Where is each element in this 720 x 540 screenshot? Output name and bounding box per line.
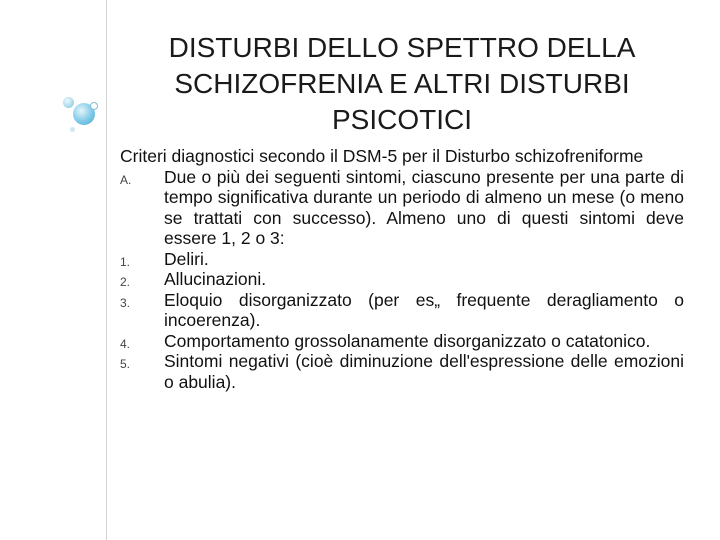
decorative-dot-icon (70, 127, 75, 132)
list-marker: 5. (120, 357, 131, 371)
list-item-text: Deliri. (164, 248, 209, 269)
list-item (120, 351, 684, 392)
list-marker: 1. (120, 254, 131, 269)
decorative-vertical-line (106, 0, 107, 540)
list-item (120, 290, 684, 331)
list-item-text: Allucinazioni. (164, 269, 267, 289)
slide-title: DISTURBI DELLO SPETTRO DELLA SCHIZOFRENIA E ALTRI DISTURBI PSICOTICI (168, 32, 636, 135)
decorative-bubble-icon (63, 97, 74, 108)
list-item-text: Eloquio disorganizzato (per es„ frequente deragliamento o incoerenza). (164, 289, 684, 330)
list-item (120, 269, 684, 290)
intro-text: Criteri diagnostici secondo il DSM-5 per il Disturbo schizofreniforme (120, 146, 644, 166)
slide-body (120, 146, 684, 392)
criteria-list (120, 167, 684, 393)
list-marker: A. (120, 172, 132, 187)
list-marker: 2. (120, 275, 131, 289)
list-item (120, 167, 684, 249)
list-marker: 4. (120, 336, 131, 351)
list-item-text: Due o più dei seguenti sintomi, ciascuno presente per una parte di tempo significativa durante un periodo di almeno un mese (o meno se trattati con successo). Almeno uno di questi sintomi deve essere 1, 2 o 3: (164, 166, 684, 248)
list-marker: 3. (120, 295, 131, 310)
list-item-text: Sintomi negativi (cioè diminuzione dell'espressione delle emozioni o abulia). (164, 351, 684, 392)
list-item (120, 249, 684, 270)
decorative-ring-icon (90, 102, 98, 110)
list-item-text: Comportamento grossolanamente disorganizzato o catatonico. (164, 330, 651, 351)
list-item (120, 331, 684, 352)
